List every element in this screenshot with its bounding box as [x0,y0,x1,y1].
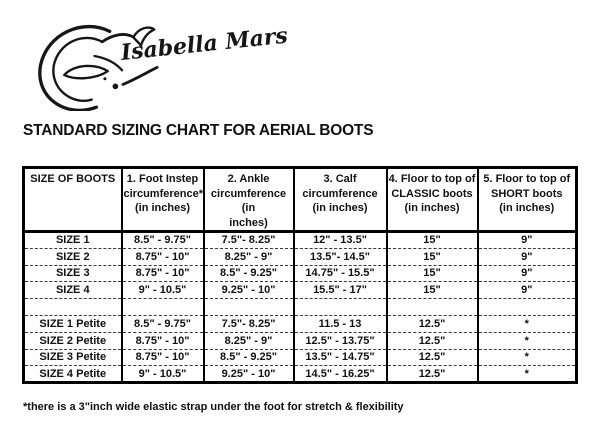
table-cell: SIZE 4 [24,282,122,299]
table-cell: 12.5" - 13.75" [294,332,387,349]
table-cell [122,299,204,316]
header-col-size-of-boots [24,168,122,236]
table-cell: 8.5" - 9.25" [204,349,294,366]
table-row-size-1 [24,232,577,249]
header-line: SIZE OF BOOTS [30,173,116,185]
table-cell: 8.5" - 9.75" [122,315,204,332]
table-row-size-4-petite [24,366,577,383]
table-cell: * [478,366,577,383]
header-line: 2. Ankle [227,173,270,185]
table-row-size-3-petite [24,349,577,366]
table-cell: * [478,349,577,366]
table-cell: 7.5"- 8.25" [204,315,294,332]
header-line: (in inches) [404,202,460,214]
table-cell: SIZE 1 Petite [24,315,122,332]
table-cell: 7.5"- 8.25" [204,232,294,249]
table-cell: SIZE 1 [24,232,122,249]
header-line: (in inches) [499,202,555,214]
table-cell: 12.5" [387,332,478,349]
table-cell: 9" - 10.5" [122,282,204,299]
brand-logo-sketch [28,20,180,111]
table-cell: 12.5" [387,349,478,366]
header-line: (in inches) [134,202,190,214]
header-col-ankle [204,168,294,236]
table-cell: 12.5" [387,366,478,383]
table-cell [478,299,577,316]
table-cell: SIZE 3 [24,265,122,282]
table-cell [294,299,387,316]
header-col-foot-instep [122,168,204,236]
table-cell: 9" [478,282,577,299]
page-title: STANDARD SIZING CHART FOR AERIAL BOOTS [23,122,374,139]
header-line: 4. Floor to top of [388,173,476,185]
table-cell: 15" [387,248,478,265]
header-line: 5. Floor to top of [483,173,571,185]
table-cell: 14.5" - 16.25" [294,366,387,383]
table-cell: 9" - 10.5" [122,366,204,383]
table-cell: 9.25" - 10" [204,366,294,383]
table-cell [24,299,122,316]
table-cell: SIZE 3 Petite [24,349,122,366]
header-line: inches) [229,216,268,229]
table-row-spacer [24,299,577,316]
sizing-chart-header-table [22,166,578,237]
header-row [24,168,577,236]
table-cell: 8.5" - 9.25" [204,265,294,282]
header-line: SHORT boots [491,187,563,200]
table-cell: SIZE 4 Petite [39,367,107,380]
table-cell: 15" [387,265,478,282]
table-cell: 8.75" - 10" [122,248,204,265]
header-line: (in inches) [312,202,368,214]
header-col-short-height [478,168,577,236]
header-line: 3. Calf [323,173,357,185]
table-cell: 8.25" - 9" [204,248,294,265]
table-cell: 13.5"- 14.5" [294,248,387,265]
header-line: CLASSIC boots [391,187,473,200]
table-cell: 15" [387,232,478,249]
table-cell: 8.75" - 10" [122,265,204,282]
table-cell: 8.25" - 9" [204,332,294,349]
table-cell: 9" [478,248,577,265]
table-row-size-2-petite [24,332,577,349]
table-cell: 9" [478,265,577,282]
table-cell: SIZE 2 Petite [24,332,122,349]
table-row-size-4 [24,282,577,299]
table-row-size-2 [24,248,577,265]
table-row-size-3 [24,265,577,282]
table-cell: 12" - 13.5" [294,232,387,249]
header-col-classic-height [387,168,478,236]
table-cell: * [478,332,577,349]
brand-name: Isabella Mars [119,22,289,66]
table-cell [204,299,294,316]
table-cell: 8.75" - 10" [122,332,204,349]
table-cell [387,299,478,316]
header-line: circumference* [123,187,203,200]
table-cell: 12.5" [387,315,478,332]
header-line: circumference [302,187,378,200]
header-line: circumference (in [210,187,287,214]
header-col-calf [294,168,387,236]
table-cell: * [478,315,577,332]
footnote: *there is a 3"inch wide elastic strap under the foot for stretch & flexibility [23,401,404,413]
table-cell: 11.5 - 13 [294,315,387,332]
table-cell: 15.5" - 17" [294,282,387,299]
table-cell: 9.25" - 10" [204,282,294,299]
table-cell: 8.5" - 9.75" [122,232,204,249]
table-cell: SIZE 2 [24,248,122,265]
table-row-size-1-petite [24,315,577,332]
table-cell: 15" [387,282,478,299]
table-cell: 8.75" - 10" [122,349,204,366]
table-cell: 9" [478,232,577,249]
table-cell: 13.5" - 14.75" [294,349,387,366]
table-cell: 14.75" - 15.5" [294,265,387,282]
header-line: 1. Foot Instep [126,173,199,185]
sizing-chart-body-table [22,230,578,384]
